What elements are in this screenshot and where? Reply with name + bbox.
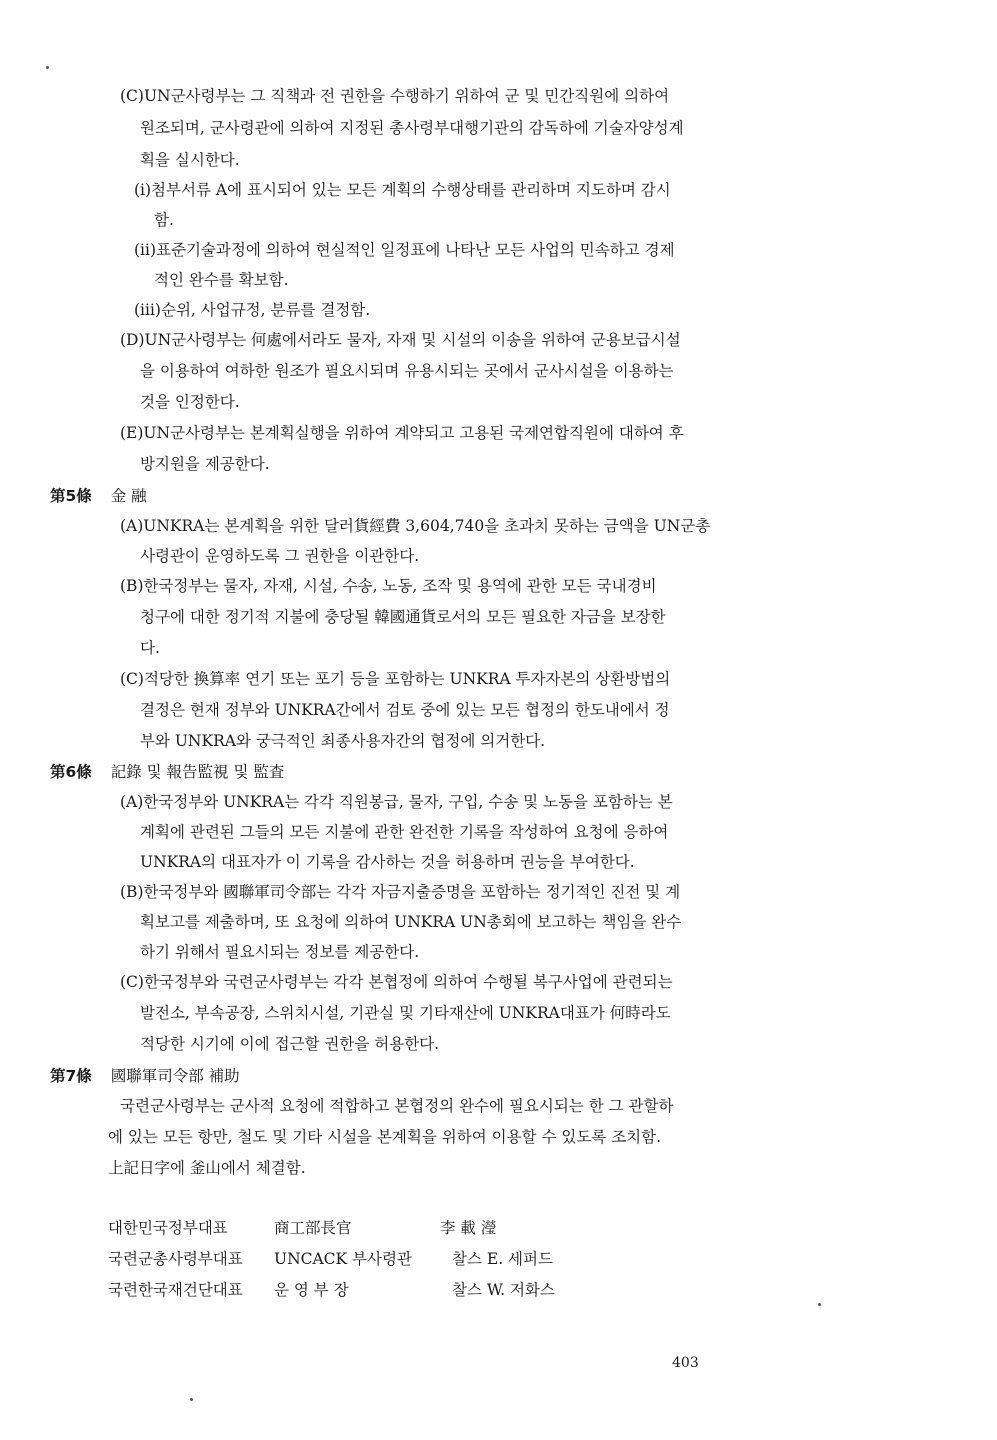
paragraph-line: 원조되며, 군사령관에 의하여 지정된 총사령부대행기관의 감독하에 기술자양성계 — [140, 119, 684, 137]
paragraph-line: (A)UNKRA는 본계획을 위한 달러貨經費 3,604,740을 초과치 못하는 금액을 UN군총 — [120, 517, 711, 535]
signature-title: UNCACK 부사령관 — [274, 1250, 412, 1268]
paragraph-line: (ⅲ)순위, 사업규정, 분류를 결정함. — [134, 301, 371, 319]
paragraph-line: 부와 UNKRA와 궁극적인 최종사용자간의 협정에 의거한다. — [140, 732, 546, 750]
paragraph-line: 발전소, 부속공장, 스위치시설, 기관실 및 기타재산에 UNKRA대표가 何時라도 — [140, 1004, 671, 1022]
paragraph-line: 적인 완수를 확보함. — [154, 271, 289, 289]
article-label: 第7條 — [50, 1067, 92, 1085]
paragraph-line: 결정은 현재 정부와 UNKRA간에서 검토 중에 있는 모든 협정의 한도내에서 정 — [140, 701, 670, 719]
paragraph-line: (B)한국정부와 國聯軍司令部는 각각 자금지출증명을 포함하는 정기적인 진전 및 계 — [120, 883, 681, 901]
paragraph-line: 함. — [154, 211, 174, 229]
paragraph-line: (ⅱ)표준기술과정에 의하여 현실적인 일정표에 나타난 모든 사업의 민속하고 경제 — [134, 241, 675, 259]
signature-org: 국련군총사령부대표 — [108, 1250, 243, 1268]
paragraph-line: 국련군사령부는 군사적 요청에 적합하고 본협정의 완수에 필요시되는 한 그 관할하 — [120, 1097, 674, 1115]
signature-title: 운 영 부 장 — [274, 1281, 349, 1299]
paragraph-line: 을 이용하여 여하한 원조가 필요시되며 유용시되는 곳에서 군사시설을 이용하는 — [140, 362, 674, 380]
paragraph-line: 것을 인정한다. — [140, 393, 240, 411]
paragraph-line: 上記日字에 釜山에서 체결함. — [108, 1159, 306, 1177]
paragraph-line: (B)한국정부는 물자, 자재, 시설, 수송, 노동, 조작 및 용역에 관한 모든 국내경비 — [120, 577, 657, 595]
page-number: 403 — [672, 1355, 699, 1371]
paragraph-line: (C)UN군사령부는 그 직책과 전 권한을 수행하기 위하여 군 및 민간직원에 의하여 — [120, 87, 670, 105]
paragraph-line: 획을 실시한다. — [140, 151, 240, 169]
scan-speck — [190, 1398, 193, 1401]
signature-org: 국련한국재건단대표 — [108, 1281, 243, 1299]
paragraph-line: 계획에 관련된 그들의 모든 지불에 관한 완전한 기록을 작성하여 요청에 응하여 — [140, 823, 669, 841]
paragraph-line: (E)UN군사령부는 본계획실행을 위하여 계약되고 고용된 국제연합직원에 대하여 후 — [120, 424, 684, 442]
paragraph-line: (C)한국정부와 국련군사령부는 각각 본협정에 의하여 수행될 복구사업에 관련되는 — [120, 973, 673, 991]
paragraph-line: (C)적당한 換算率 연기 또는 포기 등을 포함하는 UNKRA 투자자본의 상환방법의 — [120, 670, 671, 688]
paragraph-line: 청구에 대한 정기적 지불에 충당될 韓國通貨로서의 모든 필요한 자금을 보장한 — [140, 608, 666, 626]
article-label: 第6條 — [50, 763, 92, 781]
signature-title: 商工部長官 — [274, 1219, 352, 1237]
article-label: 第5條 — [50, 487, 92, 505]
paragraph-line: 방지원을 제공한다. — [140, 455, 270, 473]
scan-speck — [46, 66, 49, 69]
paragraph-line: 다. — [140, 639, 160, 657]
paragraph-line: 획보고를 제출하며, 또 요청에 의하여 UNKRA UN총회에 보고하는 책임을 완수 — [140, 913, 682, 931]
paragraph-line: (D)UN군사령부는 何處에서라도 물자, 자재 및 시설의 이송을 위하여 군용보급시설 — [120, 331, 681, 349]
article-title: 國聯軍司令部 補助 — [110, 1067, 240, 1085]
signature-org: 대한민국정부대표 — [108, 1219, 228, 1237]
paragraph-line: (A)한국정부와 UNKRA는 각각 직원봉급, 물자, 구입, 수송 및 노동을 포함하는 본 — [120, 793, 673, 811]
paragraph-line: (ⅰ)첨부서류 A에 표시되어 있는 모든 계획의 수행상태를 관리하며 지도하며 감시 — [134, 181, 671, 199]
article-heading — [50, 486, 147, 506]
signature-name: 李 載 瀅 — [440, 1219, 497, 1237]
scan-speck — [818, 1303, 821, 1306]
article-heading — [50, 762, 284, 782]
paragraph-line: UNKRA의 대표자가 이 기록을 감사하는 것을 허용하며 권능을 부여한다. — [140, 853, 635, 871]
signature-name: 찰스 W. 저화스 — [452, 1281, 555, 1299]
paragraph-line: 하기 위해서 필요시되는 정보를 제공한다. — [140, 943, 420, 961]
article-heading — [50, 1066, 240, 1086]
paragraph-line: 에 있는 모든 항만, 철도 및 기타 시설을 본계획을 위하여 이용할 수 있도록 조치함. — [108, 1128, 662, 1146]
paragraph-line: 사령관이 운영하도록 그 권한을 이관한다. — [140, 547, 420, 565]
article-title: 金 融 — [110, 487, 147, 505]
paragraph-line: 적당한 시기에 이에 접근할 권한을 허용한다. — [140, 1035, 440, 1053]
article-title: 記錄 및 報告監視 및 監査 — [110, 763, 285, 781]
signature-name: 찰스 E. 세퍼드 — [452, 1250, 553, 1268]
